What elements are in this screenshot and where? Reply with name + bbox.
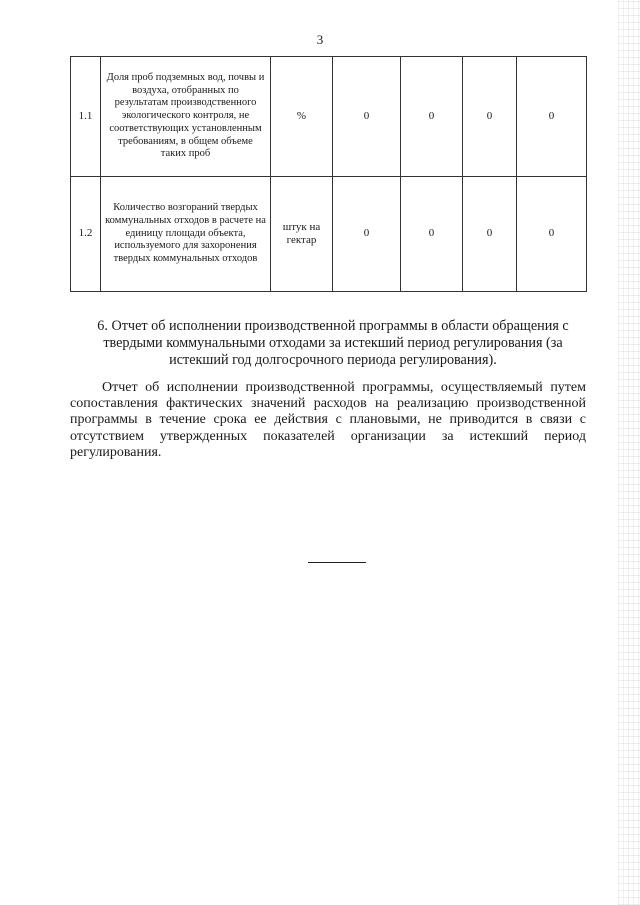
- row-number: 1.2: [71, 177, 101, 292]
- row-number: 1.1: [71, 57, 101, 177]
- body-paragraph: Отчет об исполнении производственной программы, осуществляемый путем сопоставления фактических значений расходов на реализацию производственной программы в течение срока ее действия с плановыми, не приводится в связи с отсутствием утвержденных показателей организации за истекший период регулирования.: [70, 380, 586, 460]
- value-cell: 0: [517, 57, 587, 177]
- section-heading: 6. Отчет об исполнении производственной программы в области обращения с твердыми коммунальными отходами за истекший период регулирования (за истекший год долгосрочного периода регулирования).: [97, 318, 569, 369]
- unit-cell: %: [271, 57, 333, 177]
- value-cell: 0: [401, 177, 463, 292]
- page-number: 3: [316, 32, 324, 47]
- table-row: [71, 177, 587, 292]
- value-cell: 0: [333, 177, 401, 292]
- value-cell: 0: [401, 57, 463, 177]
- indicators-table: [70, 56, 587, 292]
- value-cell: 0: [463, 57, 517, 177]
- value-cell: 0: [333, 57, 401, 177]
- closing-rule: [308, 562, 366, 563]
- value-cell: 0: [517, 177, 587, 292]
- indicator-name: Количество возгораний твердых коммунальных отходов в расчете на единицу площади объекта, используемого для захоронения твердых коммунальных отходов: [101, 177, 271, 292]
- unit-cell: штук на гектар: [271, 177, 333, 292]
- indicator-name: Доля проб подземных вод, почвы и воздуха, отобранных по результатам производственного экологического контроля, не соответствующих установленным требованиям, в общем объеме таких проб: [101, 57, 271, 177]
- value-cell: 0: [463, 177, 517, 292]
- table-row: [71, 57, 587, 177]
- scan-edge-noise: [618, 0, 640, 905]
